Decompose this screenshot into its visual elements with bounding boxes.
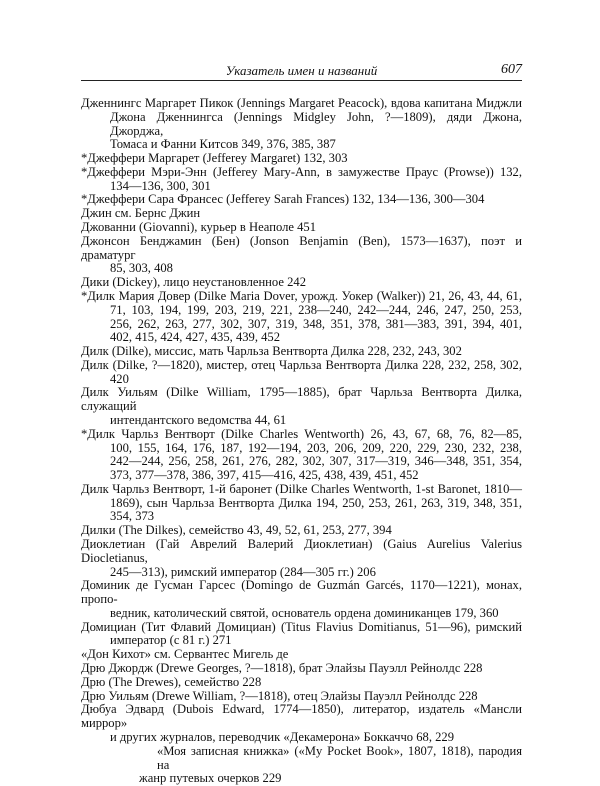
entry-line: Джин см. Бернс Джин [81,206,201,221]
entry-line: «Моя записная книжка» («My Pocket Book», 1807, 1818), пародия на [157,743,522,772]
entry-line: Дилки (The Dilkes), семейство 43, 49, 52, 61, 253, 277, 394 [81,523,392,538]
entry-line: Дрю Джордж (Drewe Georges, ?—1818), брат Элайзы Пауэлл Рейнолдс 228 [81,661,483,676]
index-entry [81,648,522,662]
index-entries [81,97,522,786]
running-header-title: Указатель имен и названий [225,63,378,78]
entry-line: *Дилк Чарльз Вентворт (Dilke Charles Wentworth) 26, 43, 67, 68, 76, 82—85, [81,426,522,441]
index-entry [81,690,522,704]
entry-line: *Дилк Мария Довер (Dilke Maria Dover, урожд. Уокер (Walker)) 21, 26, 43, 44, 61, [81,288,522,303]
entry-line: 245—313), римский император (284—305 гг.) 206 [110,564,376,579]
entry-line: Доминик де Гусман Гарсес (Domingo de Guzmán Garcés, 1170—1221), монах, пропо- [81,578,522,607]
index-entry [81,676,522,690]
index-entry [81,166,522,194]
index-entry [81,221,522,235]
entry-line: 420 [110,371,129,386]
index-entry [81,579,522,620]
index-entry [81,538,522,579]
index-entry [81,276,522,290]
entry-line: Дилк (Dilke), миссис, мать Чарльза Вентворта Дилка 228, 232, 243, 302 [81,344,462,359]
index-entry [81,386,522,427]
index-entry [81,662,522,676]
entry-line: 85, 303, 408 [110,261,173,276]
entry-line: Домициан (Тит Флавий Домициан) (Titus Flavius Domitianus, 51—96), римский [81,619,522,634]
entry-line: *Джеффери Маргарет (Jefferey Margaret) 132, 303 [81,151,348,166]
entry-line: *Джеффери Сара Франсес (Jefferey Sarah Frances) 132, 134—136, 300—304 [81,192,485,207]
index-entry [81,359,522,387]
entry-line: 100, 155, 164, 176, 187, 192—194, 203, 206, 209, 220, 229, 230, 232, 238, [110,440,522,455]
entry-line: 71, 103, 194, 199, 203, 219, 221, 238—240, 242—244, 246, 247, 250, 253, [110,302,522,317]
running-header [81,62,522,81]
entry-line: жанр путевых очерков 229 [139,771,282,786]
entry-line: Дженнингс Маргарет Пикок (Jennings Margaret Peacock), вдова капитана Миджли [81,96,522,110]
entry-line: Дилк Уильям (Dilke William, 1795—1885), брат Чарльза Вентворта Дилка, служащий [81,385,522,414]
index-entry [81,290,522,345]
index-entry [81,703,522,744]
index-entry [81,621,522,649]
entry-line: Дрю Уильям (Drewe William, ?—1818), отец Элайзы Пауэлл Рейнолдс 228 [81,688,478,703]
entry-line: Дилк (Dilke, ?—1820), мистер, отец Чарльза Вентворта Дилка 228, 232, 258, 302, [81,357,522,372]
entry-line: интендантского ведомства 44, 61 [110,412,287,427]
entry-line: ведник, католический святой, основатель ордена доминиканцев 179, 360 [110,605,499,620]
entry-line: Томаса и Фанни Китсов 349, 376, 385, 387 [110,137,336,152]
entry-line: Дилк Чарльз Вентворт, 1-й баронет (Dilke Charles Wentworth, 1-st Baronet, 1810— [81,481,522,496]
index-entry [81,207,522,221]
entry-line: 354, 373 [110,509,155,524]
entry-line: «Дон Кихот» см. Сервантес Мигель де [81,647,289,662]
entry-line: Диоклетиан (Гай Аврелий Валерий Диоклетиан) (Gaius Aurelius Valerius Diocletianus, [81,537,522,565]
entry-line: 134—136, 300, 301 [110,178,211,193]
entry-line: и других журналов, переводчик «Декамерона» Боккаччо 68, 229 [110,729,455,744]
entry-line: 242—244, 256, 258, 261, 276, 282, 302, 307, 317—319, 346—348, 351, 354, [110,454,522,469]
entry-line: Джона Дженнингса (Jennings Midgley John, ?—1809), дяди Джона, Джорджа, [110,109,522,138]
index-entry [81,193,522,207]
entry-line: 402, 415, 424, 427, 435, 439, 452 [110,330,281,345]
entry-line: император (с 81 г.) 271 [110,633,232,648]
index-entry [81,345,522,359]
entry-line: Дрю (The Drewes), семейство 228 [81,674,262,689]
entry-line: Джованни (Giovanni), курьер в Неаполе 451 [81,220,317,235]
index-subentry [81,745,522,786]
entry-line: 256, 262, 263, 277, 302, 307, 319, 348, 351, 378, 381—383, 391, 394, 401, [110,316,522,331]
entry-line: 1869), сын Чарльза Вентворта Дилка 194, 250, 253, 261, 263, 319, 348, 351, [110,495,522,510]
index-entry [81,483,522,524]
index-entry [81,235,522,276]
index-entry [81,428,522,483]
index-entry [81,97,522,152]
entry-line: *Джеффери Мэри-Энн (Jefferey Mary-Ann, в замужестве Праус (Prowse)) 132, [81,164,522,179]
entry-line: Дики (Dickey), лицо неустановленное 242 [81,275,306,290]
entry-line: Джонсон Бенджамин (Бен) (Jonson Benjamin (Ben), 1573—1637), поэт и драматург [81,233,522,262]
index-entry [81,152,522,166]
entry-line: 373, 377—378, 386, 397, 415—416, 425, 438, 439, 451, 452 [110,468,419,483]
index-entry [81,524,522,538]
page-number: 607 [501,62,522,77]
entry-line: Дюбуа Эдвард (Dubois Edward, 1774—1850), литератор, издатель «Мансли миррор» [81,702,522,731]
